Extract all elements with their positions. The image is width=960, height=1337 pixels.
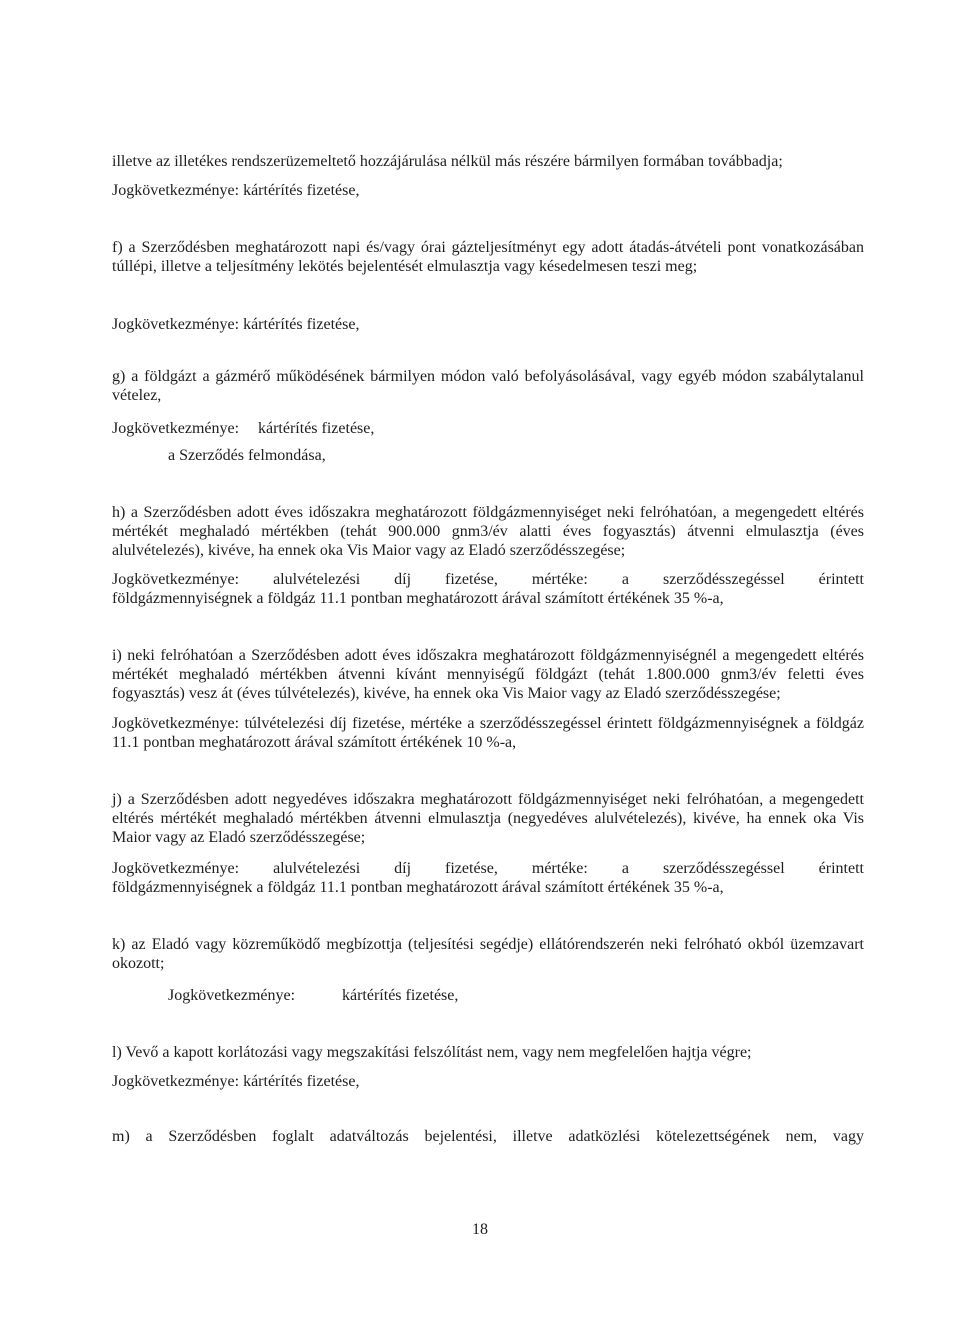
item-h-text: h) a Szerződésben adott éves időszakra meghatározott földgázmennyiséget neki felróhatóan, a megengedett eltérés mértékét meghaladó mértékben (tehát 900.000 gnm3/év alatti éves fogyasztás) átvenni elmulasztja (éves alulvételezés), kivéve, ha ennek oka Vis Maior vagy az Eladó szerződésszegése; [112,504,864,559]
item-f-text: f) a Szerződésben meghatározott napi és/vagy órai gázteljesítményt egy adott átadás-átvételi pont vonatkozásában túllépi, illetve a teljesítmény lekötés bejelentését elmulasztja vagy késedelmesen teszi meg; [112,239,864,275]
item-k-consequence-1: kártérítés fizetése, [342,987,459,1004]
intro-line: illetve az illetékes rendszerüzemeltető hozzájárulása nélkül más részére bármilyen formában továbbadja; [112,153,783,170]
item-i-consequence: Jogkövetkezménye: túlvételezési díj fizetése, mértéke a szerződésszegéssel érintett földgázmennyiségnek a földgáz 11.1 pontban meghatározott árával számított értékének 10 %-a, [112,715,864,751]
intro-consequence: Jogkövetkezménye: kártérítés fizetése, [112,182,360,199]
item-g-consequence-1: kártérítés fizetése, [258,420,375,437]
item-k-consequence [168,986,668,1005]
page-number: 18 [472,1221,488,1238]
item-j-consequence-line1: Jogkövetkezménye: alulvételezési díj fizetése, mértéke: a szerződésszegéssel érintett [112,860,864,877]
item-g-text: g) a földgázt a gázmérő működésének bármilyen módon való befolyásolásával, vagy egyéb módon szabálytalanul vételez, [112,368,864,404]
item-j-consequence-line2: földgázmennyiségnek a földgáz 11.1 pontban meghatározott árával számított értékének 35 %-a, [112,879,724,896]
item-m-text [112,1127,864,1146]
item-k-consequence-label: Jogkövetkezménye: [168,987,296,1004]
item-h-consequence [112,570,864,608]
item-k-text: k) az Eladó vagy közreműködő megbízottja (teljesítési segédje) ellátórendszerén neki felróható okból üzemzavart okozott; [112,936,864,972]
item-h-consequence-line1: Jogkövetkezménye: alulvételezési díj fizetése, mértéke: a szerződésszegéssel érintett [112,571,864,588]
item-i-text: i) neki felróhatóan a Szerződésben adott éves időszakra meghatározott földgázmennyiségnél a megengedett eltérés mértékét meghaladó mértékben átvenni kívánt mennyiségű földgázt (tehát 1.800.000 gnm3/év feletti éves fogyasztás) vesz át (éves túlvételezés), kivéve, ha ennek oka Vis Maior vagy az Eladó szerződésszegése; [112,647,864,702]
item-l-consequence: Jogkövetkezménye: kártérítés fizetése, [112,1073,360,1090]
item-g-consequence-2: a Szerződés felmondása, [168,447,326,464]
item-g-consequence [112,419,864,438]
item-j-consequence [112,859,864,897]
item-l-text: l) Vevő a kapott korlátozási vagy megszakítási felszólítást nem, vagy nem megfelelően hajtja végre; [112,1044,752,1061]
item-f-consequence: Jogkövetkezménye: kártérítés fizetése, [112,316,360,333]
item-g-consequence-label: Jogkövetkezménye: [112,420,240,437]
item-h-consequence-line2: földgázmennyiségnek a földgáz 11.1 pontban meghatározott árával számított értékének 35 %-a, [112,590,724,607]
item-j-text: j) a Szerződésben adott negyedéves időszakra meghatározott földgázmennyiséget neki felróhatóan, a megengedett eltérés mértékét meghaladó mértékben átvenni elmulasztja (negyedéves alulvételezés), kivéve, ha ennek oka Vis Maior vagy az Eladó szerződésszegése; [112,791,864,846]
item-m-text-line: m) a Szerződésben foglalt adatváltozás bejelentési, illetve adatközlési kötelezettségének nem, vagy [112,1128,864,1145]
